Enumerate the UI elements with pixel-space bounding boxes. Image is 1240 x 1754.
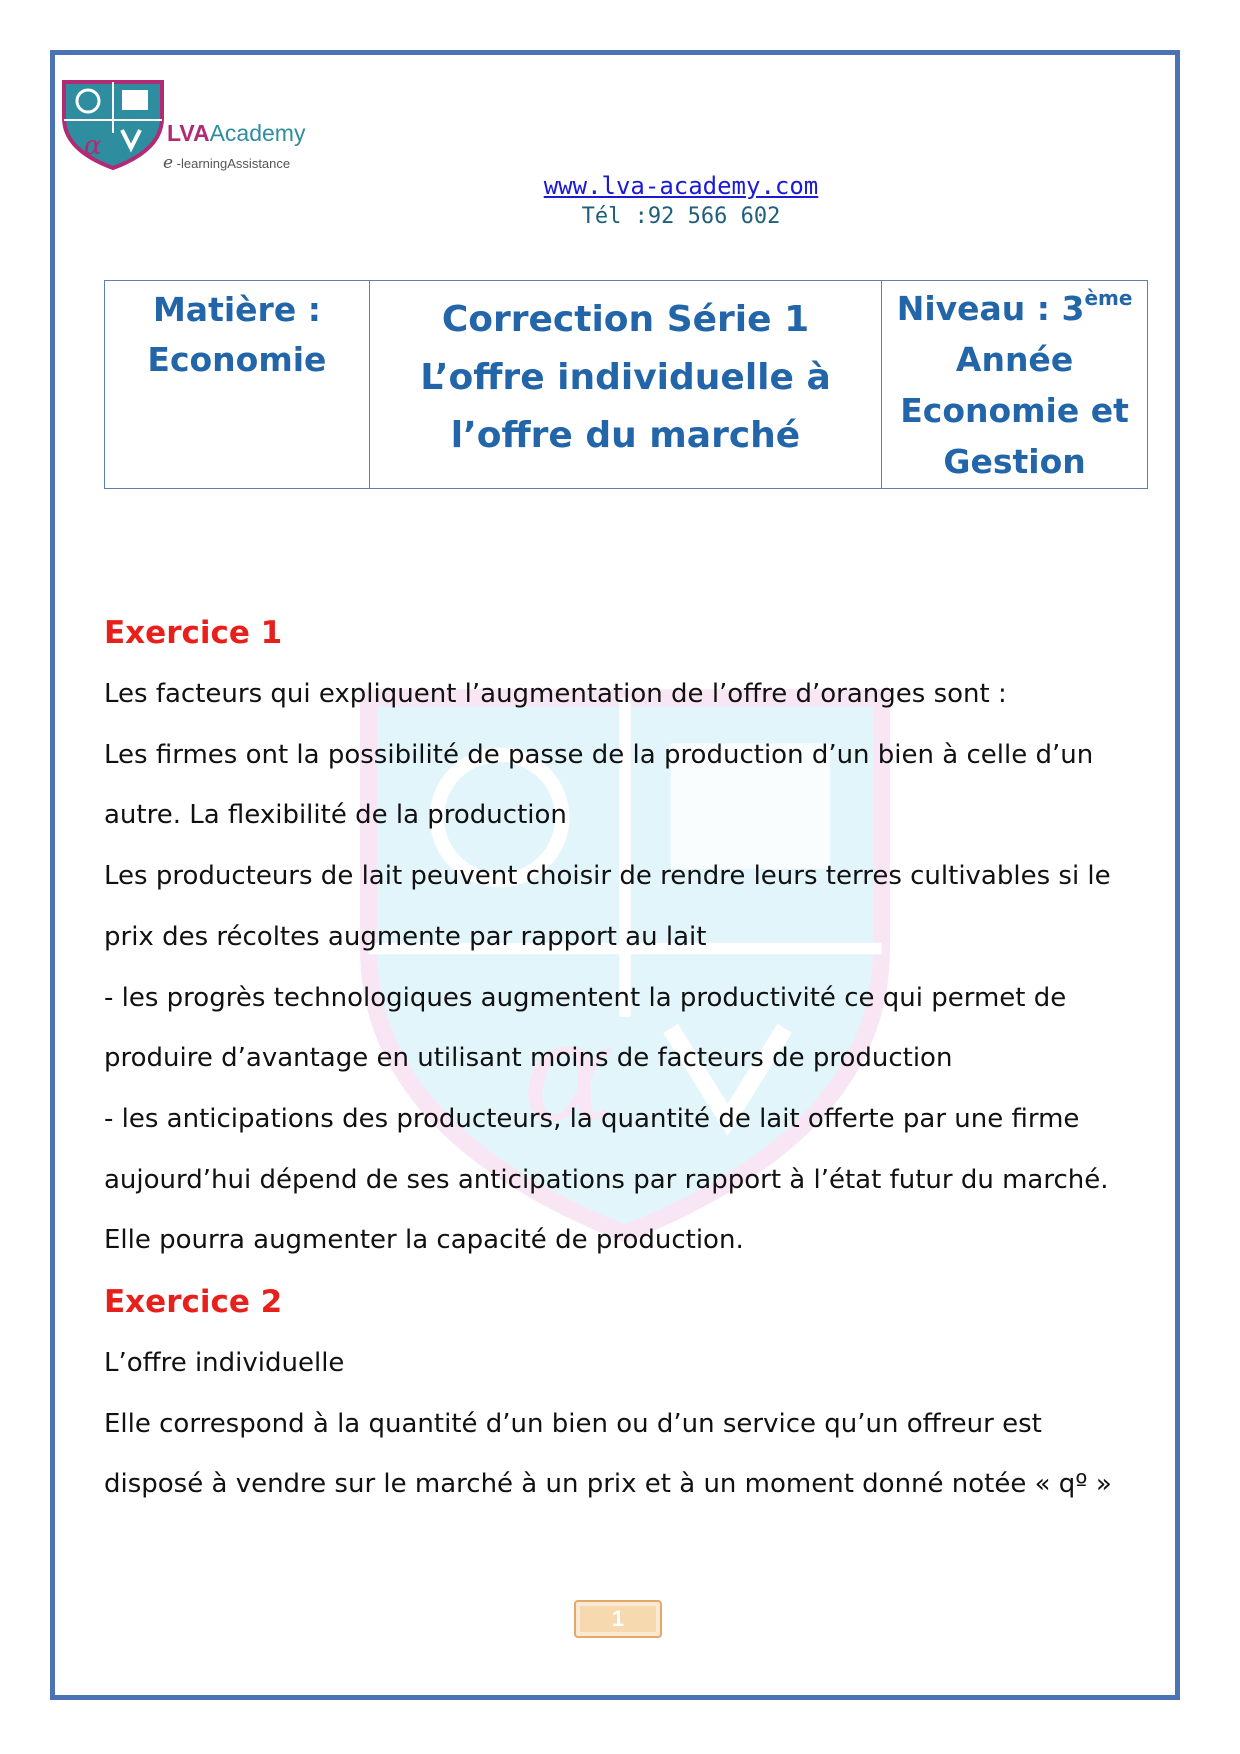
document-subtitle-line1: L’offre individuelle à	[420, 357, 831, 398]
phone-number: Tél :92 566 602	[581, 204, 781, 229]
svg-text:α: α	[84, 131, 102, 161]
level-cell	[882, 281, 1148, 489]
exercise-1-line: autre. La flexibilité de la production	[104, 800, 567, 831]
exercise-1-heading: Exercice 1	[104, 615, 283, 651]
exercise-1-line: Les facteurs qui expliquent l’augmentation de l’offre d’oranges sont :	[104, 679, 1007, 709]
level-year: Année	[955, 340, 1074, 379]
brand-tagline	[163, 153, 290, 173]
tagline-text: -learningAssistance	[173, 156, 291, 171]
exercise-2-line: Elle correspond à la quantité d’un bien ou d’un service qu’un offreur est	[104, 1408, 1042, 1439]
brand-name-academy: Academy	[209, 120, 306, 146]
exercise-1-line: Elle pourra augmenter la capacité de production.	[104, 1225, 744, 1256]
level-section-line1: Economie et	[900, 391, 1129, 430]
subject-label: Matière :	[152, 290, 321, 329]
exercise-1-line: - les anticipations des producteurs, la quantité de lait offerte par une firme	[104, 1103, 1080, 1134]
subject-cell	[105, 281, 370, 489]
website-link[interactable]: www.lva-academy.com	[543, 172, 819, 200]
brand-name-lva: LVA	[167, 120, 210, 146]
exercise-1-line: produire d’avantage en utilisant moins de facteurs de production	[104, 1043, 953, 1074]
tagline-e: e	[163, 153, 174, 173]
exercise-1-line: aujourd’hui dépend de ses anticipations par rapport à l’état futur du marché.	[104, 1164, 1109, 1195]
title-cell	[369, 281, 881, 489]
exercise-1-line: Les producteurs de lait peuvent choisir de rendre leurs terres cultivables si le	[104, 861, 1111, 892]
svg-text:α: α	[522, 993, 615, 1153]
exercise-2-line: disposé à vendre sur le marché à un prix et à un moment donné notée « qº »	[104, 1469, 1112, 1500]
document-title: Correction Série 1	[441, 299, 810, 340]
document-subtitle-line2: l’offre du marché	[450, 415, 801, 456]
document-body	[104, 602, 1144, 1515]
subject-value: Economie	[147, 340, 327, 379]
exercise-1-line: prix des récoltes augmente par rapport au lait	[104, 921, 707, 952]
exercise-2-heading: Exercice 2	[104, 1284, 283, 1321]
level-section-line2: Gestion	[943, 442, 1086, 481]
page-number-badge: 1	[574, 1600, 662, 1638]
header-table	[104, 280, 1148, 489]
level-superscript: ème	[1084, 286, 1133, 310]
level-prefix: Niveau : 3	[896, 289, 1085, 328]
brand-name	[167, 120, 305, 147]
level-label	[883, 283, 1146, 334]
exercise-1-line: - les progrès technologiques augmentent la productivité ce qui permet de	[104, 982, 1067, 1013]
lva-logo	[58, 78, 168, 170]
exercise-2-line: L’offre individuelle	[104, 1348, 345, 1379]
exercise-1-line: Les firmes ont la possibilité de passe de la production d’un bien à celle d’un	[104, 739, 1094, 770]
